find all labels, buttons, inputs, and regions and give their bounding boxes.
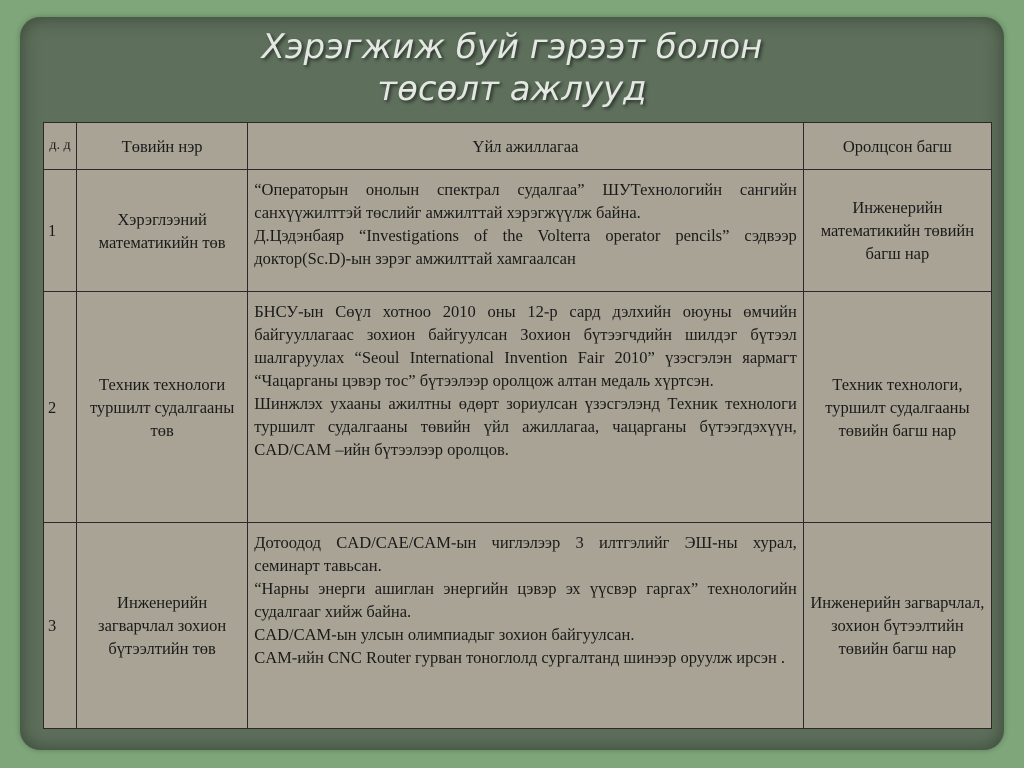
table-row (44, 292, 992, 523)
activity-cell (248, 523, 804, 729)
activity-paragraph: “Нарны энерги ашиглан энергийн цэвэр эх үүсвэр гаргах” технологийн судалгааг хийж байна. (254, 579, 797, 621)
slide-title (20, 26, 1004, 110)
header-activity: Үйл ажиллагаа (248, 123, 804, 170)
activity-paragraph: БНСУ-ын Сөүл хотноо 2010 оны 12-р сард дэлхийн оюуны өмчийн байгууллагаас зохион байгуулсан Зохион бүтээгчдийн шилдэг бүтээл шалгаруулах “Seoul International Invention Fair 2010” үзэсгэлэн яармагт “Чацарганы цэвэр тос” бүтээлээр оролцож алтан медаль хүртсэн. (254, 302, 797, 390)
projects-table (43, 122, 992, 729)
activity-paragraph: Шинжлэх ухааны ажилтны өдөрт зориулсан үзэсгэлэнд Техник технологи туршилт судалгааны төвийн үйл ажиллагаа, чацарганы бүтээгдэхүүн, CAD/CAM –ийн бүтээлээр оролцов. (254, 394, 797, 459)
slide-title-line-2: төсөлт ажлууд (377, 69, 647, 109)
center-name: Хэрэглээний математикийн төв (77, 170, 248, 292)
table-row (44, 170, 992, 292)
teacher-cell: Инженерийн загварчлал, зохион бүтээлтийн төвийн багш нар (803, 523, 991, 729)
slide-title-line-1: Хэрэгжиж буй гэрээт болон (261, 27, 763, 67)
row-number: 2 (44, 292, 77, 523)
header-teacher: Оролцсон багш (803, 123, 991, 170)
table-row (44, 523, 992, 729)
table-header-row (44, 123, 992, 170)
activity-paragraph: CAD/CAM-ын улсын олимпиадыг зохион байгуулсан. (254, 625, 635, 644)
center-name: Инженерийн загварчлал зохион бүтээлтийн төв (77, 523, 248, 729)
activity-cell (248, 170, 804, 292)
activity-cell (248, 292, 804, 523)
center-name: Техник технологи туршилт судалгааны төв (77, 292, 248, 523)
header-center-name: Төвийн нэр (77, 123, 248, 170)
row-number: 1 (44, 170, 77, 292)
row-number: 3 (44, 523, 77, 729)
activity-paragraph: “Операторын онолын спектрал судалгаа” ШУТехнологийн сангийн санхүүжилттэй төслийг амжилттай хэрэгжүүлж байна. (254, 180, 797, 222)
teacher-cell: Инженерийн математикийн төвийн багш нар (803, 170, 991, 292)
activity-paragraph: Д.Цэдэнбаяр “Investigations of the Volterra operator pencils” сэдвээр доктор(Sc.D)-ын зэрэг амжилттай хамгаалсан (254, 226, 797, 268)
activity-paragraph: CAM-ийн CNC Router гурван тоноглолд сургалтанд шинээр оруулж ирсэн . (254, 648, 786, 667)
activity-paragraph: Дотоодод CAD/CAE/CAM-ын чиглэлээр 3 илтгэлийг ЭШ-ны хурал, семинарт тавьсан. (254, 533, 797, 575)
header-num: д. д (44, 123, 77, 170)
teacher-cell: Техник технологи, туршилт судалгааны төвийн багш нар (803, 292, 991, 523)
